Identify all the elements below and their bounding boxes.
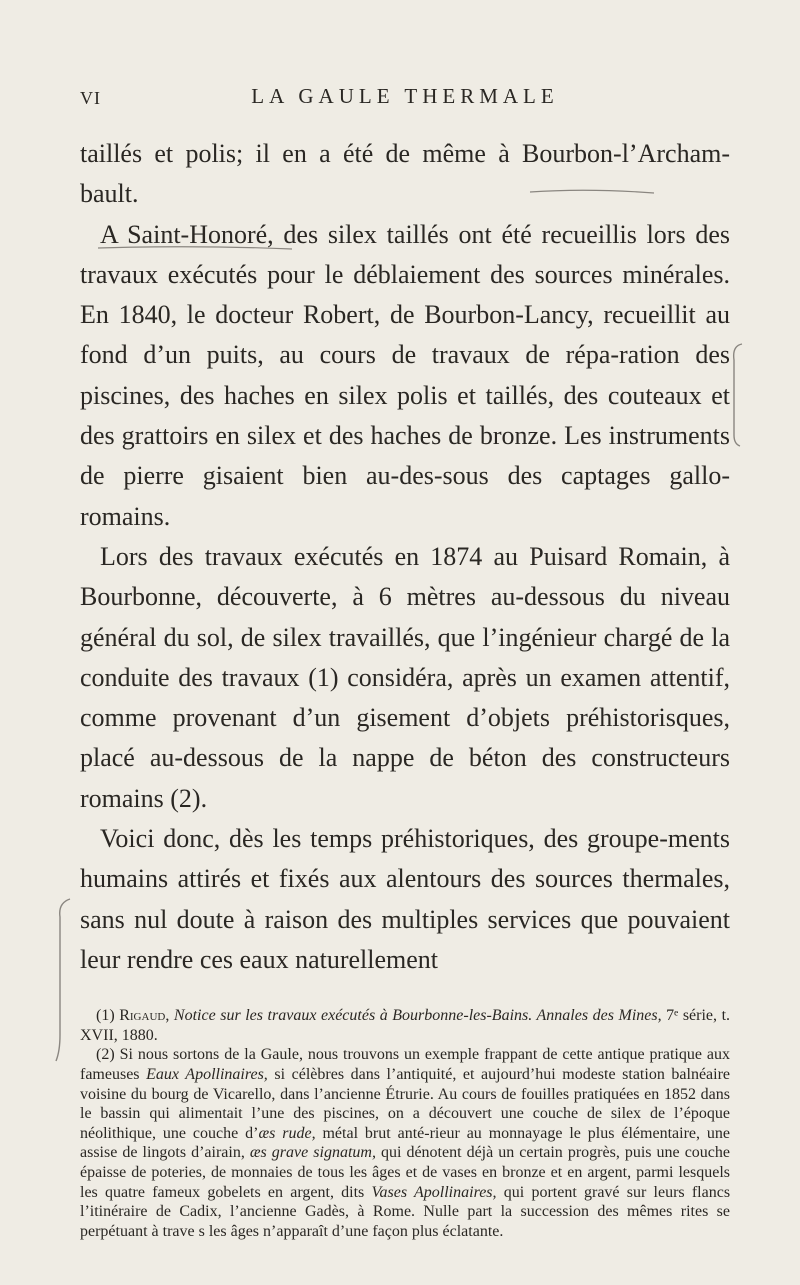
footnote-1-title: Notice sur les travaux exécutés à Bourbonne-les-Bains. Annales des Mines, xyxy=(173,1007,662,1025)
footnote-2-italic-b: æs rude, xyxy=(258,1124,316,1142)
main-text xyxy=(80,134,730,980)
footnote-2-text-a: (2) Si nous sortons de la Gaule, nous trouvons un exemple frappant de cette antique pratique aux fameuses xyxy=(80,1046,730,1084)
footnote-2-text-e: qui portent gravé sur leurs flancs l’itinéraire de Cadix, l’ancienne Gadès, à Rome. Nulle part la succession des mêmes rites se perpétuant à trave s les âges n’apparaît d’une façon plus éclatante. xyxy=(80,1183,731,1240)
footnote-1-author: Rigaud, xyxy=(119,1007,170,1025)
paragraph-1: taillés et polis; il en a été de même à Bourbon-l’Archam-bault. xyxy=(80,139,730,209)
footnote-2-italic-d: Vases Apollinaires, xyxy=(371,1183,497,1201)
footnote-1-rest: 7ᵉ série, t. XVII, 1880. xyxy=(80,1007,731,1044)
footnote-2-italic-a: Eaux Apollinaires, xyxy=(146,1066,268,1084)
footnote-2-italic-c: æs grave signatum, xyxy=(249,1144,376,1162)
paragraph-4: Voici donc, dès les temps préhistoriques, des groupe-ments humains attirés et fixés aux alentours des sources thermales, sans nul doute à raison des multiples services que pouvaient leur rendre ces eaux naturellement xyxy=(80,824,730,974)
footnote-1-marker: (1) xyxy=(96,1007,115,1025)
paragraph-2: A Saint-Honoré, des silex taillés ont été recueillis lors des travaux exécutés pour le déblaiement des sources minérales. En 1840, le docteur Robert, de Bourbon-Lancy, recueillit au fond d’un puits, au cours de travaux de répa-ration des piscines, des haches en silex polis et taillés, des couteaux et des grattoirs en silex et des haches de bronze. Les instruments de pierre gisaient bien au-des-sous des captages gallo-romains. xyxy=(80,219,730,531)
footnote-1 xyxy=(80,1006,730,1045)
page-header xyxy=(80,70,730,114)
footnote-2-text-c: métal brut anté-rieur au monnayage le plus élémentaire, une assise de lingots d’airain, xyxy=(80,1124,731,1162)
footnote-2-text-d: qui dénotent déjà un certain progrès, puis une couche épaisse de poteries, de monnaies de tous les âges et de vases en bronze et en argent, parmi lesquels les quatre fameux gobelets en argent, dits xyxy=(80,1144,730,1201)
running-title: LA GAULE THERMALE xyxy=(251,84,559,108)
footnotes xyxy=(80,1006,730,1241)
paragraph-3: Lors des travaux exécutés en 1874 au Puisard Romain, à Bourbonne, découverte, à 6 mètres au-dessous du niveau général du sol, de silex travaillés, que l’ingénieur chargé de la conduite des travaux (1) considéra, après un examen attentif, comme provenant d’un gisement d’objets préhistorisques, placé au-dessous de la nappe de béton des constructeurs romains (2). xyxy=(80,541,730,813)
page-number: VI xyxy=(80,88,101,108)
footnote-2-text-b: si célèbres dans l’antiquité, et aujourd’hui modeste station balnéaire voisine du bourg de Vicarello, dans l’ancienne Étrurie. Au cours de fouilles pratiquées en 1852 dans le bassin qui alimentait l’une des piscines, on a découvert une couche de silex de l’époque néolithique, une couche d’ xyxy=(80,1066,731,1142)
footnote-2 xyxy=(80,1045,730,1241)
